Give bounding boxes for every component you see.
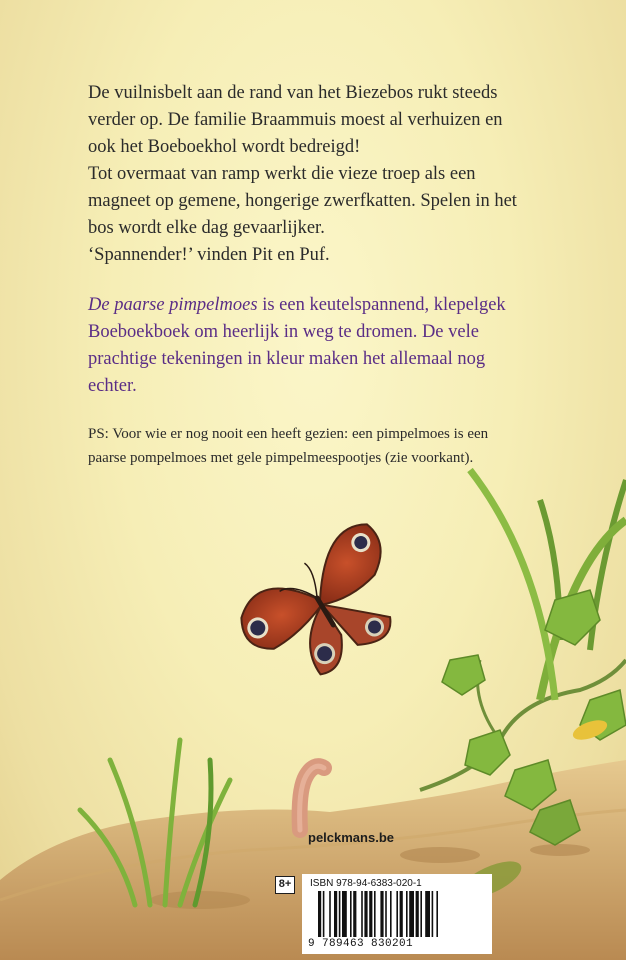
vine-right [420,470,626,790]
barcode-bar [385,891,387,937]
barcode-bar [390,891,392,937]
blurb-line: ook het Boeboekhol wordt bedreigd! [88,137,361,157]
barcode-bar [409,891,414,937]
blurb-line: verder op. De familie Braammuis moest al verhuizen en [88,110,503,130]
ps-line: paarse pompelmoes met gele pimpelmeespootjes (zie voorkant). [88,449,474,466]
barcode-bar [369,891,372,937]
blurb-line: magneet op gemene, hongerige zwerfkatten. Spelen in het [88,191,517,211]
barcode-digits: 9 789463 830201 [308,938,414,950]
blurb-line-rest: is een keutelspannend, klepelgek [257,295,506,315]
barcode-bar [339,891,341,937]
barcode-bar [329,891,331,937]
blurb-line: Boeboekboek om heerlijk in weg te dromen. De vele [88,322,479,342]
blurb-line: Tot overmaat van ramp werkt die vieze troep als een [88,164,476,184]
blurb-line: ‘Spannender!’ vinden Pit en Puf. [88,245,330,265]
postscript [88,423,558,470]
barcode-bar [374,891,376,937]
blurb-paragraph-1 [88,80,558,269]
publisher-url: pelckmans.be [308,830,394,845]
age-rating-badge: 8+ [275,876,295,894]
barcode-bar [420,891,422,937]
blurb-paragraph-2 [88,292,558,400]
barcode-bar [353,891,356,937]
barcode-bar [400,891,403,937]
barcode-bar [350,891,352,937]
barcode-bar [396,891,398,937]
blurb-line: De vuilnisbelt aan de rand van het Biezebos rukt steeds [88,83,498,103]
barcode-bar [361,891,363,937]
ps-line: PS: Voor wie er nog nooit een heeft gezien: een pimpelmoes is een [88,426,489,442]
barcode-bar [416,891,419,937]
blurb-line [88,292,558,319]
barcode-bar [425,891,430,937]
blurb-line: prachtige tekeningen in kleur maken het allemaal nog [88,349,486,369]
barcode-icon [318,891,484,939]
barcode-bar [334,891,337,937]
barcode-bar [323,891,325,937]
isbn-barcode-block [302,874,492,954]
isbn-label: ISBN 978-94-6383-020-1 [310,878,422,889]
book-title: De paarse pimpelmoes [88,295,258,315]
blurb-line: echter. [88,376,137,396]
barcode-bar [436,891,438,937]
barcode-bar [380,891,383,937]
blurb-line: bos wordt elke dag gevaarlijker. [88,218,325,238]
barcode-bar [342,891,347,937]
barcode-bar [432,891,434,937]
barcode-bar [318,891,321,937]
butterfly [223,520,415,695]
barcode-bar [364,891,367,937]
barcode-bar [406,891,408,937]
